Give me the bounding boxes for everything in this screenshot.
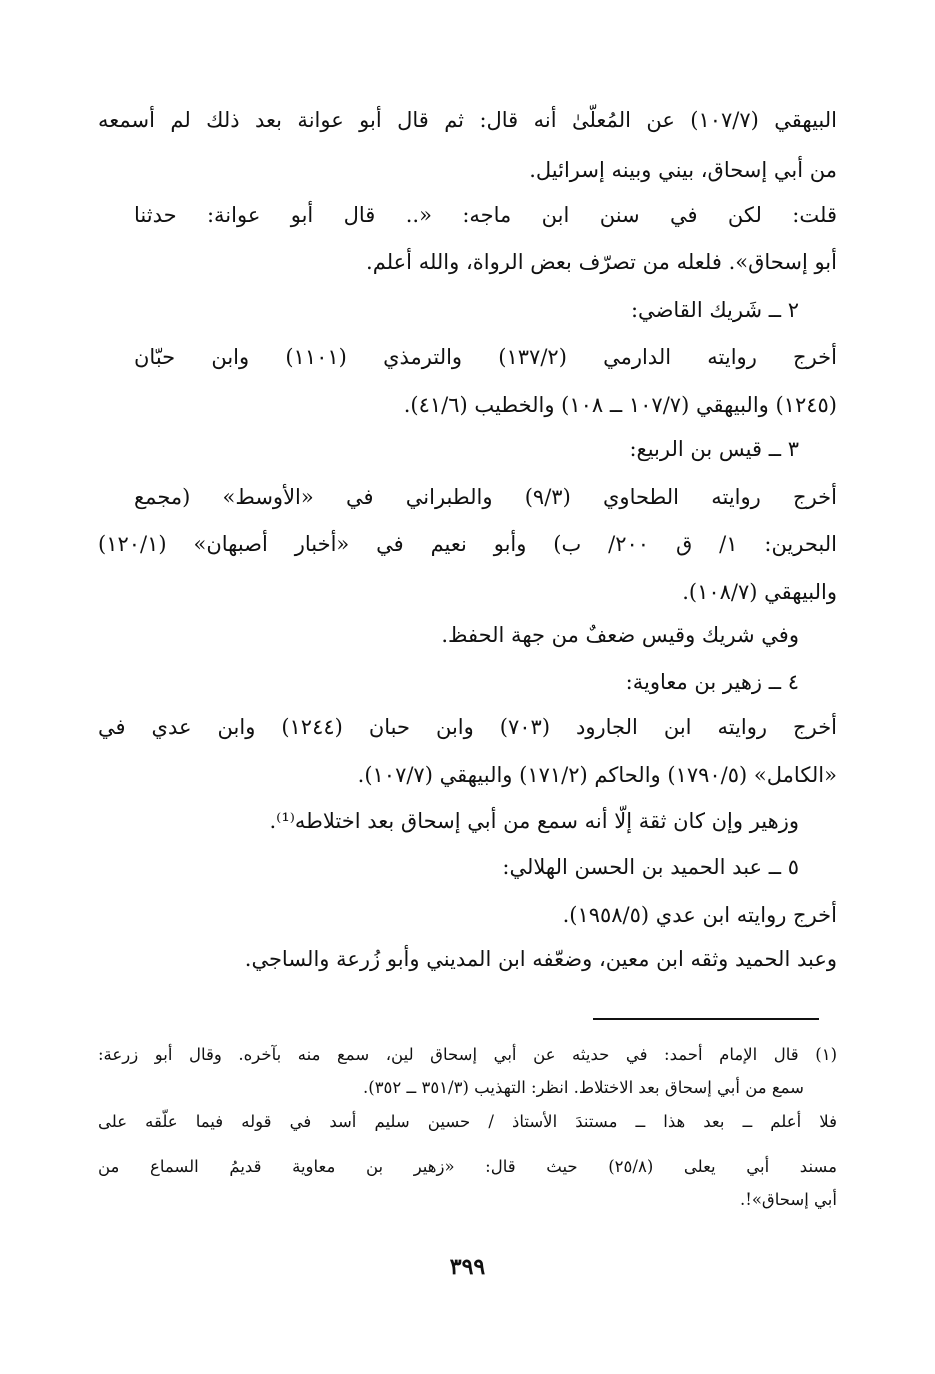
body-line-4: أبو إسحاق». فلعله من تصرّف بعض الرواة، والله أعلم. (366, 250, 837, 274)
body-line-15: «الكامل» (١٧٩٠/٥) والحاكم (١٧١/٢) والبيهقي (١٠٧/٧). (357, 763, 837, 787)
footnote-separator (593, 1018, 819, 1020)
body-line-6: أخرج روايته الدارمي (١٣٧/٢) والترمذي (١١٠١) وابن حبّان (134, 345, 837, 369)
body-line-9: أخرج روايته الطحاوي (٩/٣) والطبراني في «الأوسط» (مجمع (134, 485, 837, 509)
body-line-12: وفي شريك وقيس ضعفٌ من جهة الحفظ. (441, 623, 799, 647)
body-line-2: من أبي إسحاق، بيني وبينه إسرائيل. (529, 158, 837, 182)
body-line-19: وعبد الحميد وثقه ابن معين، وضعّفه ابن المديني وأبو زُرعة والساجي. (244, 947, 837, 971)
body-line-10: البحرين: ١/ ق ٢٠٠/ ب) وأبو نعيم في «أخبار أصبهان» (١٢٠/١) (98, 532, 837, 556)
body-line-3: قلت: لكن في سنن ابن ماجه: «.. قال أبو عوانة: حدثنا (134, 203, 837, 227)
section-heading-3: ٣ ــ قيس بن الربيع: (629, 437, 799, 461)
body-line-14: أخرج روايته ابن الجارود (٧٠٣) وابن حبان (١٢٤٤) وابن عدي في (98, 715, 837, 739)
footnote-line-4: مسند أبي يعلى (٢٥/٨) حيث قال: «زهير بن معاوية قديمُ السماع من (98, 1157, 837, 1176)
footnote-line-2: سمع من أبي إسحاق بعد الاختلاط. انظر: التهذيب (٣٥١/٣ ــ ٣٥٢). (363, 1078, 804, 1097)
body-line-16: وزهير وإن كان ثقة إلّا أنه سمع من أبي إسحاق بعد اختلاطه⁽¹⁾. (269, 809, 799, 833)
page-number: ٣٩٩ (449, 1254, 486, 1280)
body-line-18: أخرج روايته ابن عدي (١٩٥٨/٥). (562, 903, 837, 927)
footnote-line-1: (١) قال الإمام أحمد: في حديثه عن أبي إسحاق لين، سمع منه بآخره. وقال أبو زرعة: (98, 1045, 837, 1064)
body-line-11: والبيهقي (١٠٨/٧). (682, 580, 837, 604)
footnote-line-3: فلا أعلم ــ بعد هذا ــ مستندَ الأستاذ / حسين سليم أسد في قوله فيما علّقه على (98, 1112, 837, 1131)
body-line-7: (١٢٤٥) والبيهقي (١٠٧/٧ ــ ١٠٨) والخطيب (٤١/٦). (403, 393, 837, 417)
footnote-line-5: أبي إسحاق»!. (739, 1190, 837, 1209)
section-heading-4: ٤ ــ زهير بن معاوية: (625, 670, 799, 694)
section-heading-5: ٥ ــ عبد الحميد بن الحسن الهلالي: (502, 855, 799, 879)
section-heading-2: ٢ ــ شَريك القاضي: (630, 298, 799, 322)
body-line-1: البيهقي (١٠٧/٧) عن المُعلّىٰ أنه قال: ثم قال أبو عوانة بعد ذلك لم أسمعه (98, 108, 837, 132)
